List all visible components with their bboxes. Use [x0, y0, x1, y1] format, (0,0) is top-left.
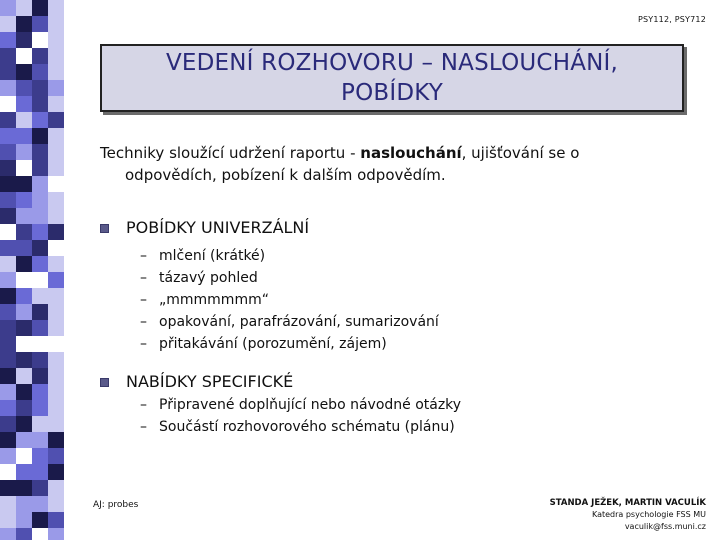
- decorative-square: [48, 432, 64, 448]
- decorative-square: [16, 240, 32, 256]
- dash-icon: –: [140, 419, 147, 435]
- decorative-square: [32, 304, 48, 320]
- decorative-square: [48, 48, 64, 64]
- decorative-square: [48, 464, 64, 480]
- decorative-square: [16, 464, 32, 480]
- list-item-text: tázavý pohled: [159, 270, 258, 286]
- decorative-square: [32, 0, 48, 16]
- decorative-square: [16, 512, 32, 528]
- list-item-text: Součástí rozhovorového schématu (plánu): [159, 419, 455, 435]
- decorative-square: [48, 144, 64, 160]
- decorative-square: [0, 256, 16, 272]
- decorative-square: [32, 224, 48, 240]
- intro-text-start: Techniky sloužící udržení raportu -: [100, 144, 361, 162]
- decorative-square: [32, 416, 48, 432]
- dash-icon: –: [140, 292, 147, 308]
- decorative-square: [0, 416, 16, 432]
- intro-text-end: , ujišťování se o: [461, 144, 580, 162]
- decorative-square: [32, 352, 48, 368]
- decorative-square: [16, 96, 32, 112]
- decorative-square: [0, 96, 16, 112]
- decorative-square: [48, 304, 64, 320]
- decorative-square: [32, 112, 48, 128]
- decorative-square: [32, 160, 48, 176]
- decorative-square: [32, 256, 48, 272]
- decorative-square: [16, 0, 32, 16]
- decorative-square: [32, 144, 48, 160]
- decorative-square: [0, 528, 16, 540]
- decorative-square: [48, 80, 64, 96]
- decorative-square: [48, 64, 64, 80]
- decorative-square: [16, 288, 32, 304]
- decorative-square: [32, 432, 48, 448]
- decorative-square: [16, 160, 32, 176]
- decorative-square: [0, 128, 16, 144]
- decorative-square: [48, 384, 64, 400]
- decorative-square: [16, 144, 32, 160]
- decorative-square: [48, 160, 64, 176]
- decorative-square: [32, 192, 48, 208]
- decorative-square: [0, 80, 16, 96]
- decorative-square: [48, 240, 64, 256]
- decorative-square: [48, 480, 64, 496]
- list-item-text: přitakávání (porozumění, zájem): [159, 336, 387, 352]
- decorative-square: [32, 128, 48, 144]
- decorative-square: [0, 240, 16, 256]
- decorative-square: [0, 48, 16, 64]
- decorative-square: [48, 112, 64, 128]
- decorative-square: [32, 480, 48, 496]
- decorative-square: [48, 320, 64, 336]
- decorative-square: [0, 480, 16, 496]
- square-bullet-icon: [100, 224, 109, 233]
- decorative-square: [32, 80, 48, 96]
- decorative-square: [48, 96, 64, 112]
- decorative-square: [16, 496, 32, 512]
- decorative-square: [0, 384, 16, 400]
- decorative-square: [0, 64, 16, 80]
- decorative-square: [0, 272, 16, 288]
- decorative-square: [0, 368, 16, 384]
- decorative-square: [32, 208, 48, 224]
- decorative-square: [48, 32, 64, 48]
- footer-department: Katedra psychologie FSS MU: [591, 510, 706, 519]
- list-item-text: „mmmmmmm“: [159, 292, 269, 308]
- decorative-square: [32, 384, 48, 400]
- decorative-square: [32, 176, 48, 192]
- decorative-square: [0, 400, 16, 416]
- intro-paragraph: [100, 142, 660, 186]
- decorative-square: [16, 336, 32, 352]
- decorative-square: [16, 192, 32, 208]
- decorative-square: [16, 256, 32, 272]
- decorative-square: [0, 16, 16, 32]
- dash-icon: –: [140, 314, 147, 330]
- decorative-square: [48, 368, 64, 384]
- decorative-square: [48, 352, 64, 368]
- decorative-square: [0, 352, 16, 368]
- list-item-text: mlčení (krátké): [159, 248, 266, 264]
- decorative-square: [48, 512, 64, 528]
- decorative-square: [16, 320, 32, 336]
- decorative-square: [48, 496, 64, 512]
- intro-continuation: odpovědích, pobízení k dalším odpovědím.: [125, 166, 446, 184]
- decorative-square: [32, 240, 48, 256]
- decorative-square: [32, 32, 48, 48]
- decorative-square: [16, 80, 32, 96]
- decorative-square: [16, 128, 32, 144]
- decorative-square: [0, 144, 16, 160]
- decorative-square: [0, 224, 16, 240]
- decorative-square: [16, 400, 32, 416]
- decorative-square: [16, 64, 32, 80]
- decorative-square: [32, 448, 48, 464]
- decorative-square: [0, 208, 16, 224]
- decorative-square: [0, 464, 16, 480]
- decorative-square: [48, 0, 64, 16]
- decorative-square: [0, 288, 16, 304]
- dash-icon: –: [140, 248, 147, 264]
- decorative-square: [16, 272, 32, 288]
- decorative-square: [48, 224, 64, 240]
- decorative-square: [16, 48, 32, 64]
- decorative-square: [16, 432, 32, 448]
- decorative-square: [16, 416, 32, 432]
- decorative-square: [32, 272, 48, 288]
- decorative-square: [48, 176, 64, 192]
- decorative-square: [32, 464, 48, 480]
- decorative-square: [48, 336, 64, 352]
- decorative-square: [16, 368, 32, 384]
- decorative-square: [0, 112, 16, 128]
- decorative-square: [0, 192, 16, 208]
- slide-title: VEDENÍ ROZHOVORU – NASLOUCHÁNÍ, POBÍDKY: [165, 50, 619, 106]
- decorative-square: [32, 368, 48, 384]
- decorative-square: [16, 384, 32, 400]
- decorative-square: [16, 224, 32, 240]
- list-item-text: opakování, parafrázování, sumarizování: [159, 314, 439, 330]
- decorative-square: [16, 208, 32, 224]
- decorative-square: [0, 32, 16, 48]
- decorative-square: [48, 256, 64, 272]
- decorative-square: [32, 512, 48, 528]
- section-heading-text: NABÍDKY SPECIFICKÉ: [126, 372, 294, 391]
- decorative-square: [0, 160, 16, 176]
- decorative-square: [32, 64, 48, 80]
- decorative-square: [32, 288, 48, 304]
- slide-title-box: [100, 44, 684, 112]
- decorative-square: [48, 288, 64, 304]
- decorative-square: [0, 304, 16, 320]
- decorative-square: [48, 272, 64, 288]
- decorative-square: [0, 432, 16, 448]
- dash-icon: –: [140, 397, 147, 413]
- decorative-square: [16, 176, 32, 192]
- list-item-text: Připravené doplňující nebo návodné otázky: [159, 397, 462, 413]
- decorative-square: [48, 448, 64, 464]
- decorative-square: [0, 320, 16, 336]
- decorative-square: [48, 192, 64, 208]
- footer-credits: [550, 497, 706, 533]
- decorative-square: [32, 496, 48, 512]
- decorative-square-strip: [0, 0, 64, 540]
- decorative-square: [0, 0, 16, 16]
- decorative-square: [48, 400, 64, 416]
- decorative-square: [16, 16, 32, 32]
- decorative-square: [32, 16, 48, 32]
- decorative-square: [48, 208, 64, 224]
- decorative-square: [32, 48, 48, 64]
- footer-note: AJ: probes: [93, 500, 139, 510]
- decorative-square: [32, 336, 48, 352]
- decorative-square: [48, 128, 64, 144]
- decorative-square: [48, 416, 64, 432]
- decorative-square: [16, 528, 32, 540]
- dash-icon: –: [140, 270, 147, 286]
- decorative-square: [32, 320, 48, 336]
- decorative-square: [16, 304, 32, 320]
- decorative-square: [0, 512, 16, 528]
- square-bullet-icon: [100, 378, 109, 387]
- course-code: PSY112, PSY712: [637, 15, 706, 24]
- decorative-square: [16, 448, 32, 464]
- decorative-square: [16, 32, 32, 48]
- footer-email: vaculik@fss.muni.cz: [624, 522, 706, 531]
- dash-icon: –: [140, 336, 147, 352]
- decorative-square: [48, 528, 64, 540]
- decorative-square: [16, 480, 32, 496]
- intro-emphasis: naslouchání: [360, 144, 462, 162]
- decorative-square: [32, 400, 48, 416]
- decorative-square: [16, 352, 32, 368]
- decorative-square: [32, 528, 48, 540]
- decorative-square: [32, 96, 48, 112]
- section-heading-text: POBÍDKY UNIVERZÁLNÍ: [126, 218, 310, 237]
- decorative-square: [16, 112, 32, 128]
- footer-authors: STANDA JEŽEK, MARTIN VACULÍK: [549, 498, 706, 508]
- decorative-square: [0, 336, 16, 352]
- decorative-square: [0, 496, 16, 512]
- decorative-square: [48, 16, 64, 32]
- decorative-square: [0, 448, 16, 464]
- decorative-square: [0, 176, 16, 192]
